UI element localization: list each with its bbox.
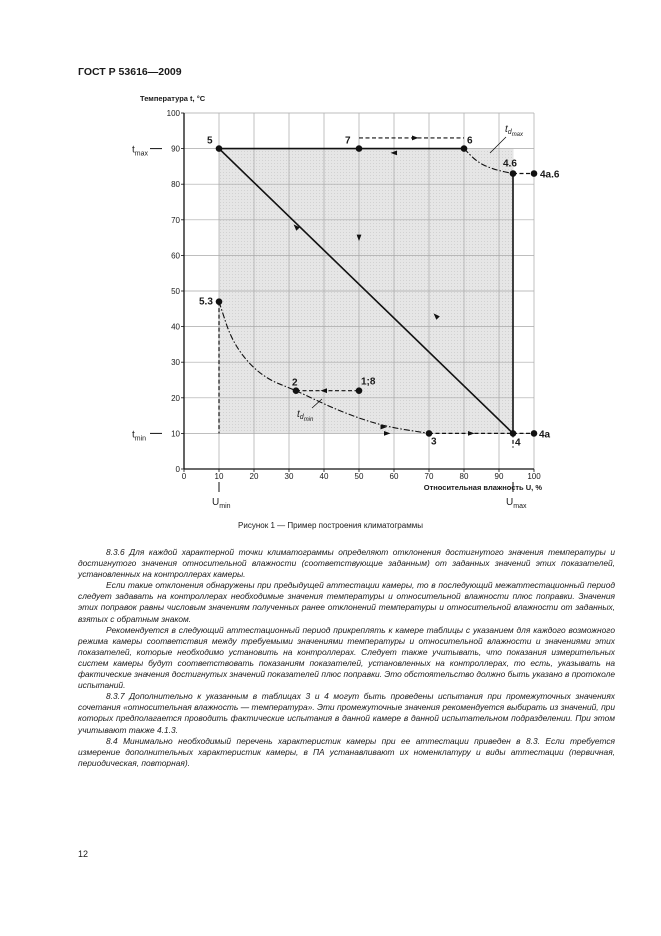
point-label-p4a: 4a	[539, 429, 551, 441]
x-tick-label-90: 90	[494, 472, 504, 481]
y-tick-label-0: 0	[175, 465, 180, 474]
point-p7	[356, 145, 363, 152]
paragraph-deviations: Если такие отклонения обнаружены при предыдущей аттестации камеры, то в последующий межаттестационный период следует задавать на контроллерах необходимые значения температуры и относительной влажности плюс поправки. Значения этих поправок равны числовым значениям полученных ранее отклонений температуры и относительной влажности от заданных, взятых с обратным знаком.	[78, 580, 615, 624]
point-p18	[356, 387, 363, 394]
y-axis-title: Температура t, °C	[140, 94, 206, 103]
document-code: ГОСТ Р 53616—2009	[78, 66, 182, 78]
x-tick-label-30: 30	[284, 472, 294, 481]
curve-label-td-min: $t_{dmin}$	[297, 409, 314, 423]
body-text	[78, 547, 615, 769]
axis-marker-u-max: $U_{max}$	[506, 497, 527, 510]
x-tick-label-0: 0	[181, 472, 187, 481]
y-tick-label-70: 70	[171, 215, 180, 225]
arrow-right-0	[412, 136, 419, 141]
point-label-p46: 4.6	[503, 158, 517, 170]
x-tick-label-100: 100	[527, 472, 541, 481]
point-label-p2: 2	[292, 377, 298, 389]
x-tick-label-70: 70	[424, 472, 434, 481]
point-label-p3: 3	[431, 436, 437, 448]
point-p4	[510, 430, 517, 437]
point-label-p4a6: 4a.6	[540, 169, 560, 181]
y-tick-label-50: 50	[171, 287, 180, 296]
axis-marker-u-min: $U_{min}$	[212, 497, 231, 510]
axis-marker-t-min: $t_{min}$	[132, 429, 147, 443]
y-tick-label-100: 100	[166, 109, 180, 118]
figure-caption: Рисунок 1 — Пример построения климатограммы	[238, 521, 423, 530]
point-label-p5: 5	[207, 135, 213, 147]
point-p4a	[531, 430, 538, 437]
x-tick-label-20: 20	[249, 472, 259, 481]
x-tick-label-80: 80	[459, 472, 469, 481]
y-tick-label-90: 90	[171, 144, 180, 154]
point-label-p4: 4	[515, 437, 521, 449]
paragraph-8-3-7: 8.3.7 Дополнительно к указанным в таблицах 3 и 4 могут быть проведены испытания при промежуточных значениях сочетания «относительная влажность — температура». Эти промежуточные значения рекомендуется выбирать из значений, при которых предполагается проводить фактические испытания в данной камере в данной испытательном подразделении. При этом учитывают также 4.1.3.	[78, 691, 615, 735]
y-tick-label-80: 80	[171, 180, 180, 190]
point-p5	[216, 145, 223, 152]
point-p46	[510, 170, 517, 177]
x-tick-label-10: 10	[214, 472, 224, 481]
y-tick-label-10: 10	[171, 429, 180, 439]
x-tick-label-40: 40	[319, 472, 329, 481]
point-label-p6: 6	[467, 135, 473, 147]
x-axis-title: Относительная влажность U, %	[423, 483, 542, 492]
x-tick-label-50: 50	[354, 472, 364, 481]
point-p4a6	[531, 170, 538, 177]
x-tick-label-60: 60	[389, 472, 399, 481]
y-tick-label-40: 40	[171, 322, 180, 332]
y-tick-label-60: 60	[171, 251, 180, 261]
y-tick-label-20: 20	[171, 393, 180, 403]
point-p53	[216, 298, 223, 305]
curve-label-td-max: $t_{dmax}$	[505, 124, 524, 138]
point-label-p18: 1;8	[361, 376, 376, 388]
axis-marker-t-max: $t_{max}$	[132, 144, 149, 158]
point-label-p53: 5.3	[199, 296, 213, 308]
paragraph-recommendation: Рекомендуется в следующий аттестационный период прикреплять к камере таблицы с указанием для каждого возможного режима камеры соответствия между требуемыми значениями температуры и относительной влажности и значениями этих показателей, которые необходимо установить на контроллерах. Следует также учитывать, что показания измерительных систем камеры будут соответствовать показаниям показателей, установленных на контроллерах, то есть, указывать на фактические значения достигнутых значений показателей плюс поправки. Это обстоятельство должно быть указано в протоколе испытаний.	[78, 624, 615, 691]
paragraph-8-3-6: 8.3.6 Для каждой характерной точки климатограммы определяют отклонения достигнутого значения температуры и достигнутого значения относительной влажности (соответствующие заданным) от заданных значений этих показателей, установленных на контроллерах камеры.	[78, 547, 615, 580]
y-tick-label-30: 30	[171, 358, 180, 368]
paragraph-8-4: 8.4 Минимально необходимый перечень характеристик камеры при ее аттестации приведен в 8.3. Если требуется измерение дополнительных характеристик камеры, в ПА устанавливают их номенклатуру и виды аттестации (первичная, периодическая, повторная).	[78, 735, 615, 768]
page-number: 12	[78, 849, 89, 859]
point-label-p7: 7	[345, 135, 351, 147]
